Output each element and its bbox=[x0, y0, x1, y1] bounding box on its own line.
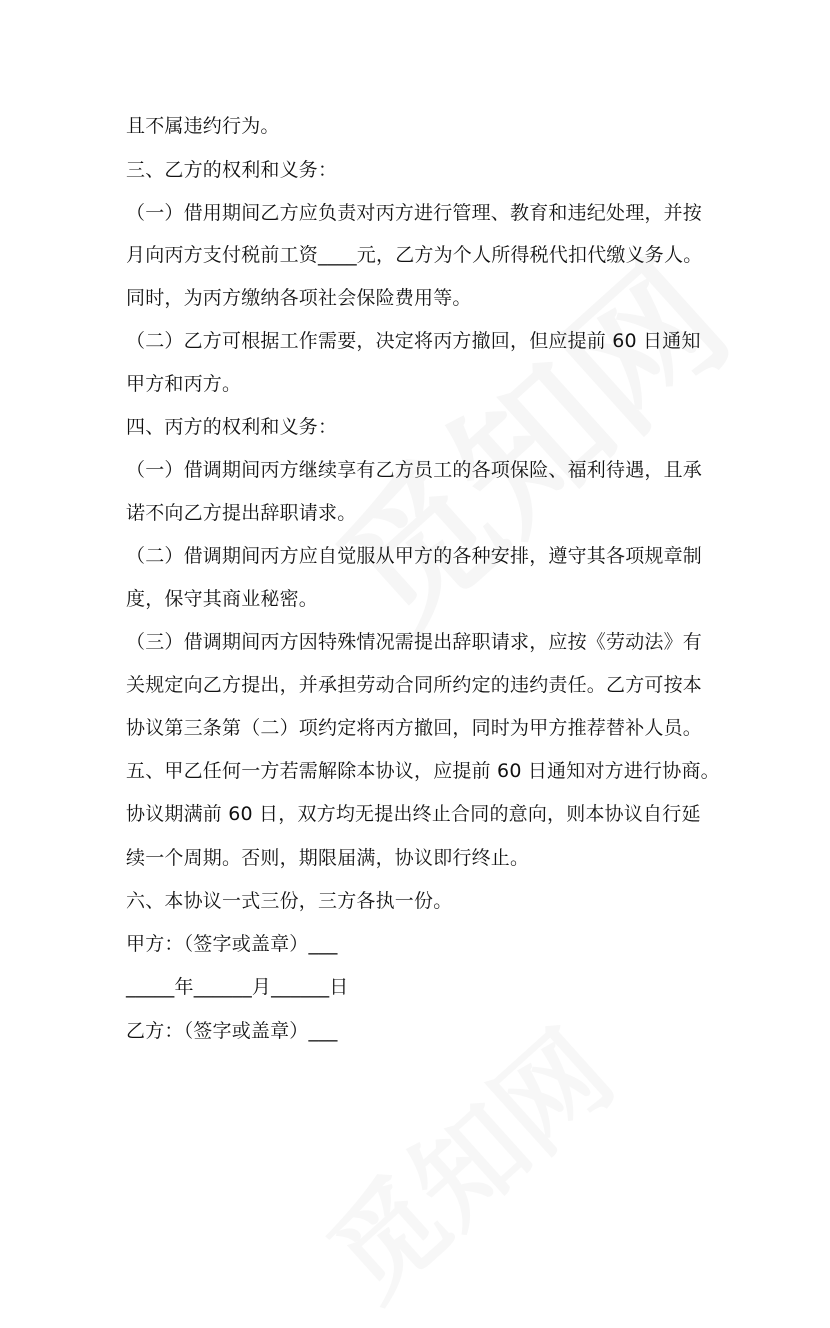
clause-line: 且不属违约行为。 bbox=[126, 115, 280, 137]
clause-line: （二）借调期间丙方应自觉服从甲方的各种安排，遵守其各项规章制 bbox=[126, 545, 703, 567]
clause-line: 月向丙方支付税前工资____元，乙方为个人所得税代扣代缴义务人。 bbox=[126, 244, 703, 266]
section-heading: 五、甲乙任何一方若需解除本协议，应提前 60 日通知对方进行协商。 bbox=[126, 760, 720, 782]
party-b-signature: 乙方：（签字或盖章）___ bbox=[126, 1020, 338, 1042]
clause-line: 协议第三条第（二）项约定将丙方撤回，同时为甲方推荐替补人员。 bbox=[126, 717, 703, 739]
section-heading: 三、乙方的权利和义务： bbox=[126, 159, 338, 181]
clause-line: 诺不向乙方提出辞职请求。 bbox=[126, 502, 357, 524]
clause-line: （一）借调期间丙方继续享有乙方员工的各项保险、福利待遇，且承 bbox=[126, 459, 703, 481]
section-heading: 四、丙方的权利和义务： bbox=[126, 416, 338, 438]
party-a-signature: 甲方：（签字或盖章）___ bbox=[126, 933, 338, 955]
clause-line: （三）借调期间丙方因特殊情况需提出辞职请求，应按《劳动法》有 bbox=[126, 631, 703, 653]
clause-line: 续一个周期。否则，期限届满，协议即行终止。 bbox=[126, 847, 530, 869]
clause-line: 甲方和丙方。 bbox=[126, 373, 242, 395]
date-line: _____年______月______日 bbox=[126, 976, 349, 998]
clause-line: 同时，为丙方缴纳各项社会保险费用等。 bbox=[126, 287, 472, 309]
clause-line: 协议期满前 60 日，双方均无提出终止合同的意向，则本协议自行延 bbox=[126, 803, 701, 825]
section-heading: 六、本协议一式三份，三方各执一份。 bbox=[126, 890, 453, 912]
clause-line: 关规定向乙方提出，并承担劳动合同所约定的违约责任。乙方可按本 bbox=[126, 674, 703, 696]
clause-line: （二）乙方可根据工作需要，决定将丙方撤回，但应提前 60 日通知 bbox=[126, 330, 701, 352]
clause-line: 度，保守其商业秘密。 bbox=[126, 588, 319, 610]
clause-line: （一）借用期间乙方应负责对丙方进行管理、教育和违纪处理，并按 bbox=[126, 202, 703, 224]
